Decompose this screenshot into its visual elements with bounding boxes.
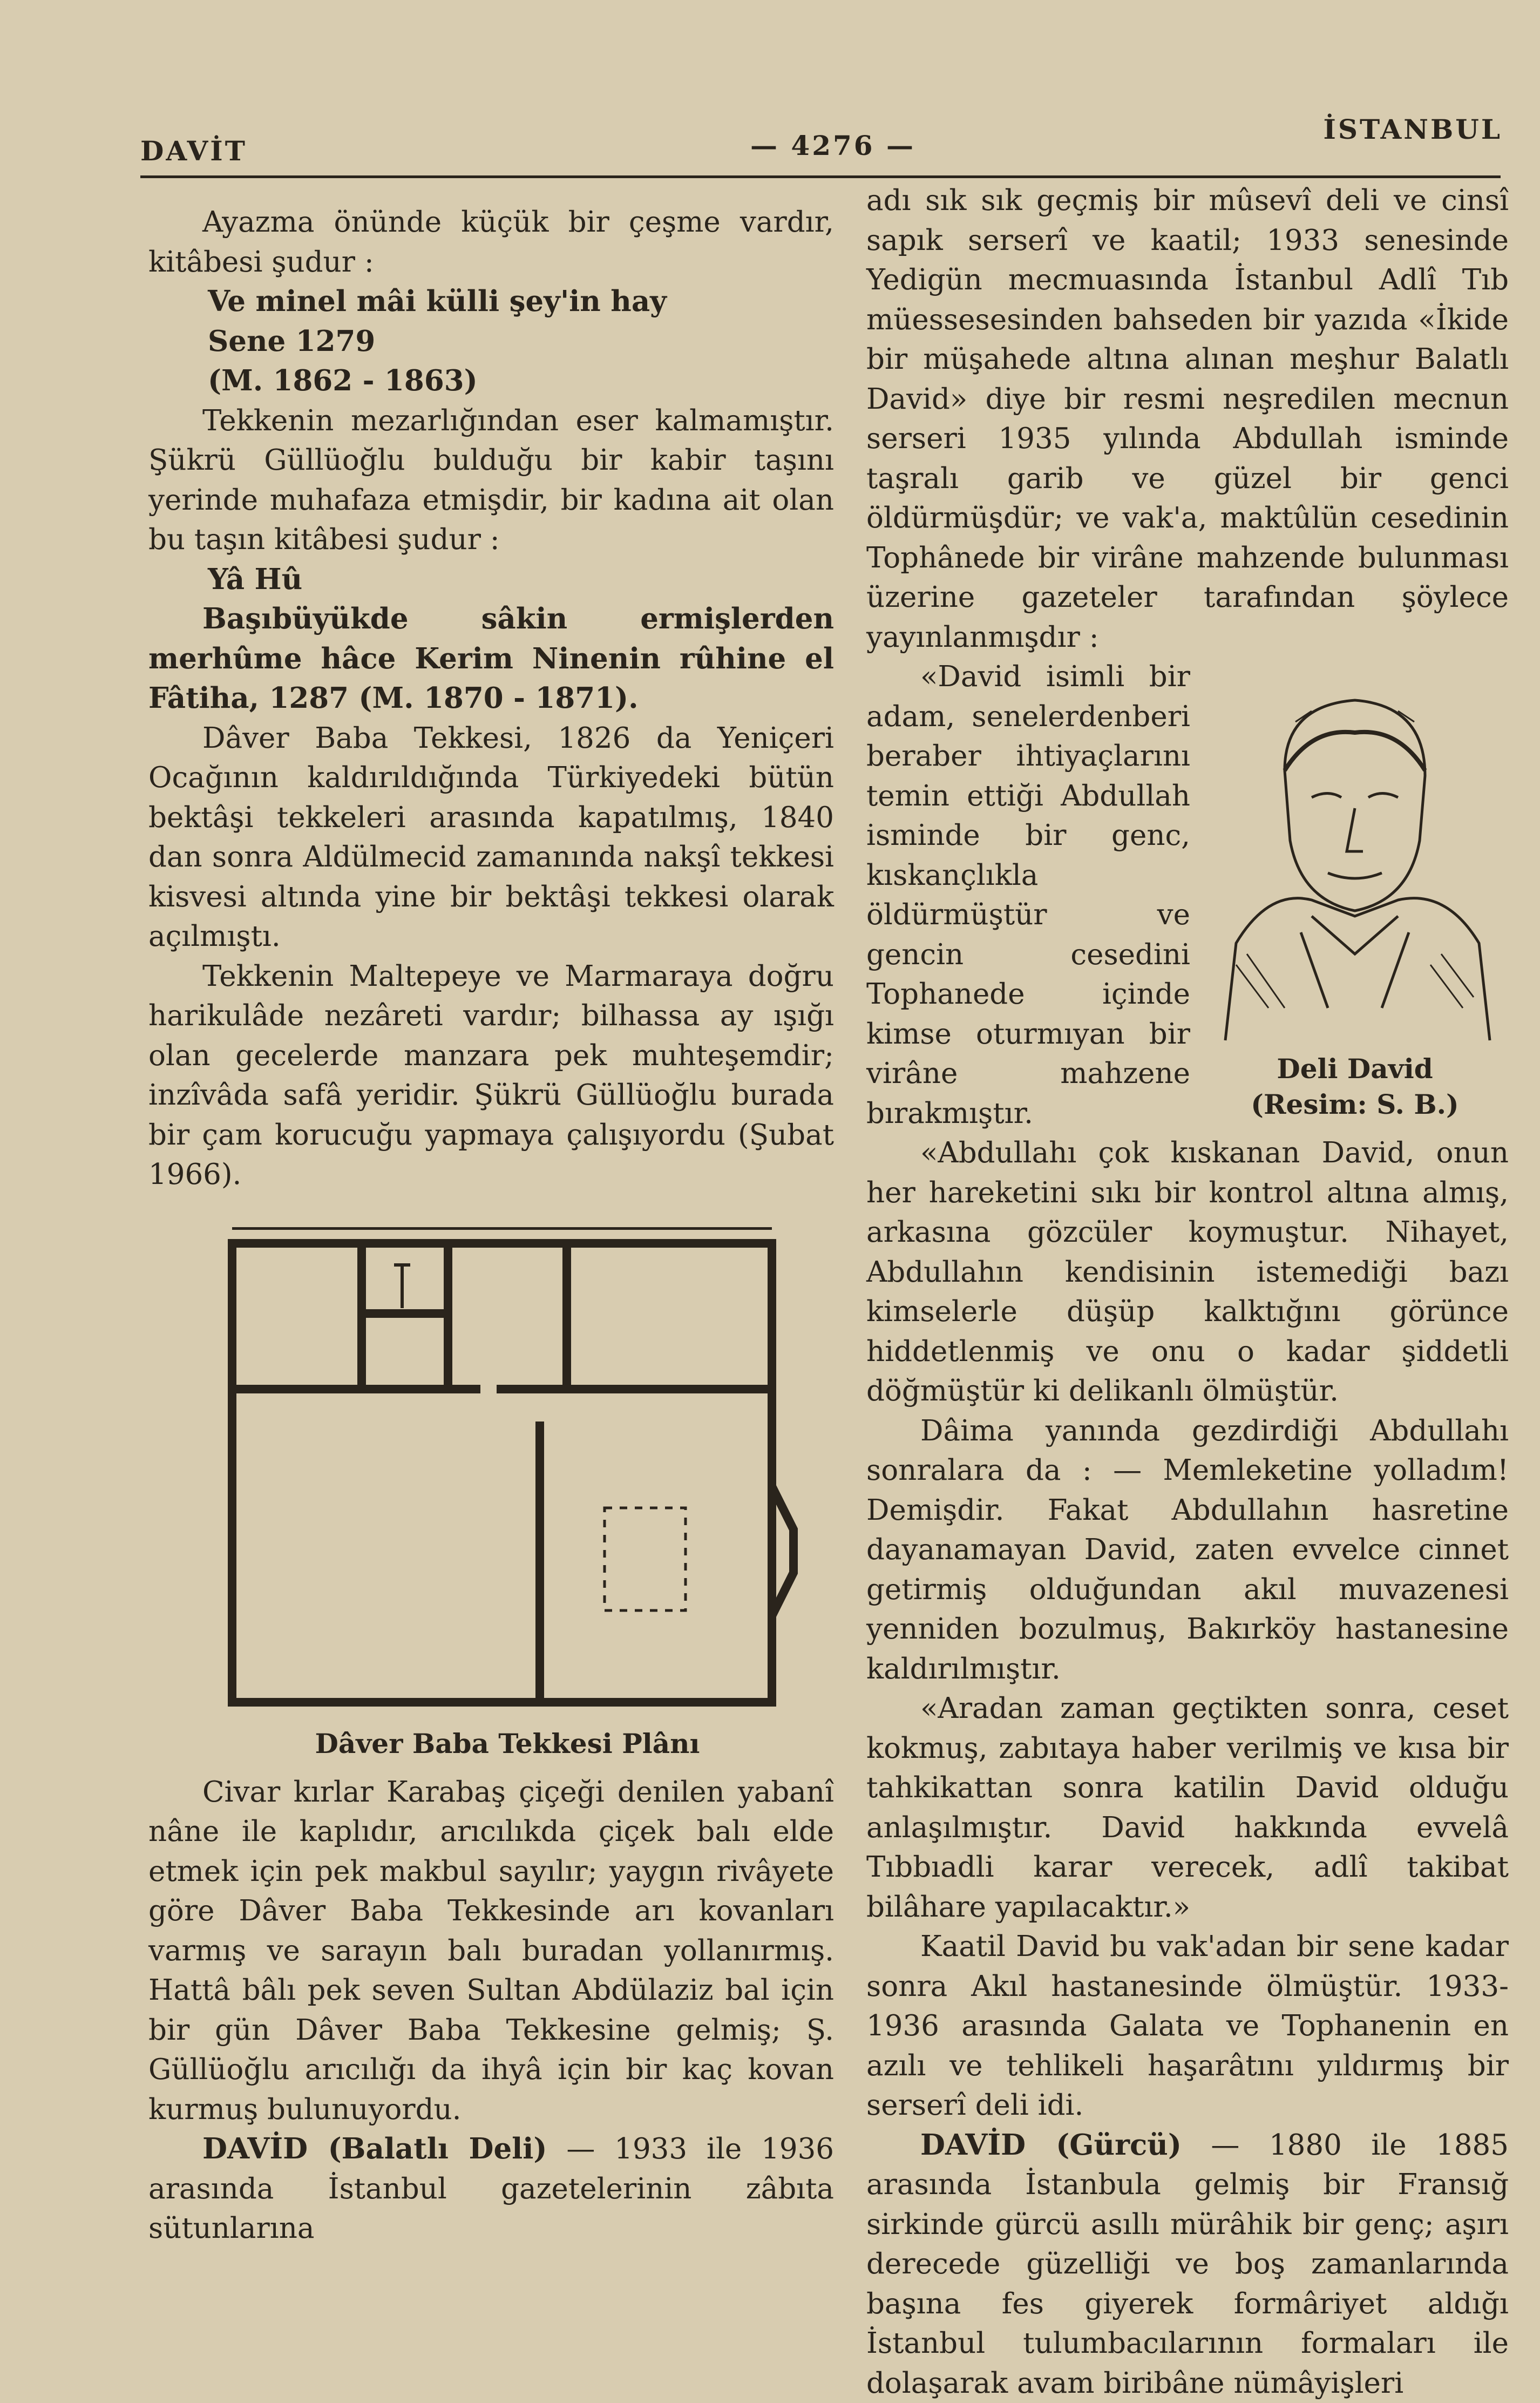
inscription-text: Başıbüyükde sâkin ermişlerden merhûme hâce Kerim Ninenin rûhine el Fâtiha, 1287 (M. 1870 - 1871). [148, 599, 834, 719]
paragraph: Tekkenin Maltepeye ve Marmaraya doğru harikulâde nezâreti vardır; bilhassa ay ışığı olan gecelerde manzara pek muhteşemdir; inzîvâda safâ yeridir. Şükrü Güllüoğlu burada bir çam korucuğu yapmaya çalışıyordu (Şubat 1966). [148, 957, 834, 1195]
paragraph: «Abdullahı çok kıskanan David, onun her hareketini sıkı bir kontrol altına almış, arkasına gözcüler koymuştur. Nihayet, Abdullahın kendisinin istemediği bazı kimselerle düşüp kalktığını görünce hiddetlenmiş ve onu o kadar şiddetli döğmüştür ki delikanlı ölmüştür. [866, 1133, 1509, 1411]
paragraph: Civar kırlar Karabaş çiçeği denilen yabanî nâne ile kaplıdır, arıcılıkda çiçek balı elde etmek için pek makbul sayılır; yaygın rivâyete göre Dâver Baba Tekkesinde arı kovanları varmış ve sarayın balı buradan yollanırmış. Hattâ bâlı pek seven Sultan Abdülaziz bal için bir gün Dâver Baba Tekkesine gelmiş; Ş. Güllüoğlu arıcılığı da ihyâ için bir kaç kovan kurmuş bulunuyordu. [148, 1772, 834, 2130]
entry-text: — 1933 ile 1936 arasında İstanbul gazetelerinin zâbıta sütunlarına [148, 2133, 834, 2245]
running-head [140, 130, 1508, 173]
paragraph: adı sık sık geçmiş bir mûsevî deli ve cinsî sapık serserî ve kaatil; 1933 senesinde Yedigün mecmuasında İstanbul Adlî Tıb müessesesinden bahseden bir yazıda «İkide bir müşahede altına alınan meşhur Balatlı David» diye bir resmi neşredilen mecnun serseri 1935 yılında Abdullah isminde taşralı garib ve güzel bir genci öldürmüşdür; ve vak'a, maktûlün cesedinin Tophânede bir virâne mahzende bulunması üzerine gazeteler tarafından şöylece yayınlanmışdır : [866, 181, 1509, 657]
left-column [148, 202, 834, 2249]
inscription-line: Sene 1279 [148, 322, 834, 362]
paragraph: Kaatil David bu vak'adan bir sene kadar sonra Akıl hastanesinde ölmüştür. 1933-1936 arasında Galata ve Tophanenin en azılı ve tehlikeli haşarâtını yıldırmış bir serserî deli idi. [866, 1927, 1509, 2126]
header-rule [140, 175, 1501, 178]
entry-heading: DAVİD (Gürcü) [920, 2128, 1182, 2162]
floor-plan-drawing [216, 1227, 799, 1713]
paragraph: «David isimli bir adam, senelerdenberi beraber ihtiyaçlarını temin ettiği Abdullah isminde bir genc, kıskançlıkla öldürmüştür ve gencin cesedini Tophanede içinde kimse oturmıyan bir virâne mahzene bırakmıştır. [866, 657, 1509, 1133]
paragraph: Ayazma önünde küçük bir çeşme vardır, kitâbesi şudur : [148, 202, 834, 282]
portrait [1201, 662, 1509, 1122]
portrait-caption-title: Deli David [1201, 1051, 1509, 1087]
portrait-drawing [1204, 662, 1506, 1051]
page-number: — 4276 — [750, 130, 915, 161]
entry [866, 2126, 1509, 2403]
paragraph: Tekkenin mezarlığından eser kalmamıştır. Şükrü Güllüoğlu bulduğu bir kabir taşını yerinde muhafaza etmişdir, bir kadına ait olan bu taşın kitâbesi şudur : [148, 401, 834, 560]
running-head-left: DAVİT [140, 135, 247, 167]
paragraph: «Aradan zaman geçtikten sonra, ceset kokmuş, zabıtaya haber verilmiş ve kısa bir tahkikattan sonra katilin David olduğu anlaşılmıştır. David hakkında evvelâ Tıbbıadli karar verecek, adlî takibat bilâhare yapılacaktır.» [866, 1689, 1509, 1927]
floor-plan [216, 1227, 799, 1762]
entry [148, 2129, 834, 2249]
inscription-line: (M. 1862 - 1863) [148, 361, 834, 401]
floor-plan-caption: Dâver Baba Tekkesi Plânı [216, 1724, 799, 1764]
paragraph: Dâima yanında gezdirdiği Abdullahı sonralara da : — Memleketine yolladım! Demişdir. Fakat Abdullahın hasretine dayanamayan David, zaten evvelce cinnet getirmiş olduğundan akıl muvazenesi yenniden bozulmuş, Bakırköy hastanesine kaldırılmıştır. [866, 1411, 1509, 1689]
right-column [866, 181, 1509, 2403]
entry-text: — 1880 ile 1885 arasında İstanbula gelmiş bir Fransığ sirkinde gürcü asıllı mürâhik bir genç; aşırı derecede güzelliği ve boş zamanlarında başına fes giyerek formâriyet aldığı İstanbul tulumbacılarının formaları ile dolaşarak avam biribâne nümâyişleri [866, 2129, 1509, 2400]
portrait-caption-credit: (Resim: S. B.) [1201, 1087, 1509, 1122]
entry-heading: DAVİD (Balatlı Deli) [202, 2132, 547, 2165]
running-head-right: İSTANBUL [1324, 113, 1503, 145]
inscription-line: Ve minel mâi külli şey'in hay [148, 282, 834, 322]
inscription-line: Yâ Hû [148, 560, 834, 600]
paragraph: Dâver Baba Tekkesi, 1826 da Yeniçeri Ocağının kaldırıldığında Türkiyedeki bütün bektâşi tekkeleri arasında kapatılmış, 1840 dan sonra Aldülmecid zamanında nakşî tekkesi kisvesi altında yine bir bektâşi tekkesi olarak açılmıştı. [148, 719, 834, 957]
